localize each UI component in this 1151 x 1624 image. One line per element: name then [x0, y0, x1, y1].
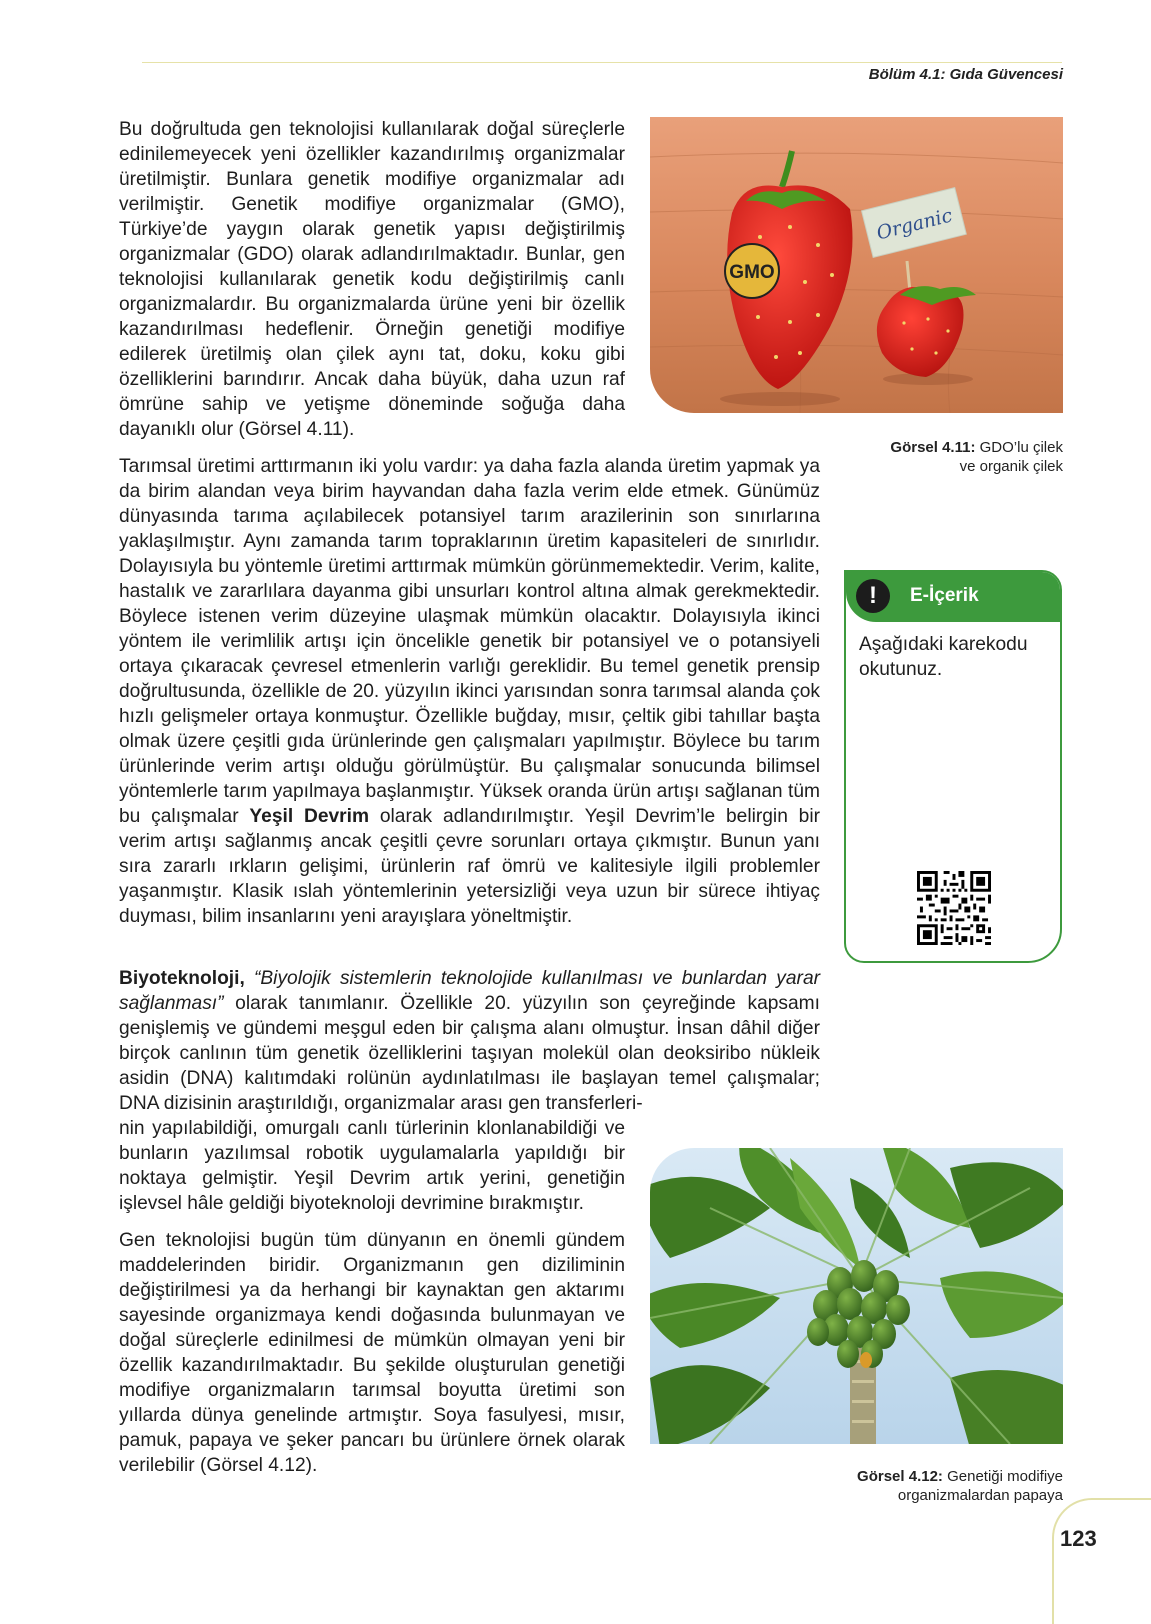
chapter-title: Bölüm 4.1: Gıda Güvencesi: [868, 66, 1063, 83]
paragraph-gmo-intro: Bu doğrultuda gen teknolojisi kullanılarak doğal süreçlerle edinilemeyecek yeni özellikler kazandırılmış organizmalar üretilmiştir. Bunlara genetik modifiye organizmalar adı verilmiştir. Genetik modifiye organizmalar (GMO), Türkiye’de yaygın olarak genetik yapısı değiştirilmiş organizmalar (GDO) olarak adlandırılmaktadır. Bunlar, gen teknolojisi kullanılarak genetik kodu değiştirilmiş canlı organizmalardır. Bu organizmalarda ürüne yeni bir özellik kazandırılması hedeflenir. Örneğin genetiği modifiye edilerek üretilmiş olan çilek aynı tat, doku, koku gibi özelliklerini barındırır. Ancak daha büyük, daha uzun raf ömrüne sahip ve yetişme döneminde soğuğa daha dayanıklı olur (Görsel 4.11).: [119, 119, 625, 440]
paragraph-biotechnology-continued: nin yapılabildiği, omurgalı canlı türlerinin klonlanabildiği ve bunların yazılımsal robotik uygulamalarla yapıldığı bir noktaya gelmiştir. Yeşil Devrim artık yerini, genetiğin işlevsel hâle geldiği biyoteknoloji devrimine bırakmıştır.: [119, 1118, 625, 1214]
term-biotechnology: Biyoteknoloji,: [119, 968, 245, 989]
organic-flag-label: Organic: [874, 204, 955, 245]
definition-quote: “Biyolojik sistemlerin teknolojide kullanılması ve bunlardan yarar sağlanması”: [119, 968, 820, 1014]
header-rule: [142, 62, 1062, 63]
e-content-instruction: Aşağıdaki karekodu okutunuz.: [859, 634, 1028, 680]
figure-caption-4-11: [890, 438, 1063, 476]
e-content-title: E-İçerik: [910, 585, 979, 606]
caption-text: organizmalardan papaya: [897, 1487, 1063, 1504]
caption-label: Görsel 4.12:: [857, 1468, 943, 1485]
paragraph-gene-technology: Gen teknolojisi bugün tüm dünyanın en önemli gündem maddelerinden biridir. Organizmanın gen diziliminin değiştirilmesi ya da herhangi bir kaynaktan gen aktarımı sayesinde organizmaya kendi doğasında bulunmayan ve doğal süreçlerle edinilmesi de mümkün olmayan yeni bir özellik kazandırılmaktadır. Bu şekilde oluşturulan genetiği modifiye organizmaların tarımsal boyutta üretimi son yıllarda dünya genelinde artmıştır. Soya fasulyesi, mısır, pamuk, papaya ve şeker pancarı bu ürünlere örnek olarak verilebilir (Görsel 4.12).: [119, 1230, 625, 1476]
gmo-sticker-label: GMO: [729, 262, 775, 283]
page-number: 123: [1060, 1526, 1097, 1551]
caption-text: Genetiği modifiye: [942, 1468, 1063, 1485]
figure-strawberries: [650, 117, 1063, 413]
paragraph-biotechnology: Biyoteknoloji, “Biyolojik sistemlerin teknolojide kullanılması ve bunlardan yarar sağlanması” olarak tanımlanır. Özellikle 20. yüzyılın son çeyreğinde kapsamı genişlemiş ve gündemi meşgul eden bir çalışma alanı olmuştur. İnsan dâhil diğer birçok canlının tüm genetik özelliklerini taşıyan molekül olan deoksiribo nükleik asidin (DNA) kalıtımdaki rolünün aydınlatılması ile başlayan temel çalışmalar; DNA dizisinin araştırıldığı, organizmalar arası gen transferleri-: [119, 968, 820, 1114]
caption-label: Görsel 4.11:: [890, 439, 976, 456]
paragraph-green-revolution: Tarımsal üretimi arttırmanın iki yolu vardır: ya daha fazla alanda üretim yapmak ya da birim alandan veya birim hayvandan daha fazla verim elde etmek. Günümüz dünyasında tarıma açılabilecek potansiyel tarım arazilerinin son sınırlarına yaklaşılmıştır. Aynı zamanda tarım topraklarının üretim kapasiteleri de sınırlıdır. Dolayısıyla bu yöntemle üretimi arttırmak mümkün görünmemektedir. Verim, kalite, hastalık ve zararlılara dayanma gibi unsurları kontrol altına almak gerekmektedir. Böylece istenen verim düzeyine ulaşmak mümkün olacaktır. Dolayısıyla ikinci yöntem ile verimlilik artışı için öncelikle genetik bir potansiyel ve o potansiyeli ortaya çıkaracak çevresel etmenlerin varlığı gereklidir. Bu temel genetik prensip doğrultusunda, özellikle de 20. yüzyılın ikinci yarısından sonra tarımsal alanda çok hızlı gelişmeler ortaya konmuştur. Özellikle buğday, mısır, çeltik gibi tahıllar başta olmak üzere çeşitli gıda ürünlerinde gen çalışmaları yapılmıştır. Böylece bu tarım ürünlerinde verim artışı olduğu görülmüştür. Bu çalışmalar sonucunda bilimsel yöntemlerle tarım yapılmaya başlanmıştır. Yüksek oranda ürün artışı sağlanan tüm bu çalışmalar Yeşil Devrim olarak adlandırılmıştır. Yeşil Devrim’le belirgin bir verim artışı sağlanmış ancak çeşitli çevre sorunları ortaya çıkmıştır. Bunun yanı sıra zararlı ırkların gelişimi, ürünlerin raf ömrü ve kalitesiyle ilgili problemler yaşanmıştır. Klasik ıslah yöntemlerinin yetersizliği veya uzun bir sürece ihtiyaç duyması, bilim insanlarını yeni arayışlara yöneltmiştir.: [119, 456, 821, 927]
page-number-frame: [1052, 1498, 1151, 1624]
e-content-header: [846, 572, 1060, 622]
term-green-revolution: Yeşil Devrim: [249, 806, 370, 827]
figure-caption-4-12: [857, 1467, 1063, 1505]
e-content-box: [844, 570, 1062, 963]
caption-text: ve organik çilek: [959, 458, 1063, 475]
exclamation-icon: !: [856, 579, 890, 613]
figure-papaya: [650, 1148, 1063, 1444]
caption-text: GDO’lu çilek: [975, 439, 1063, 456]
qr-code[interactable]: [917, 871, 991, 945]
